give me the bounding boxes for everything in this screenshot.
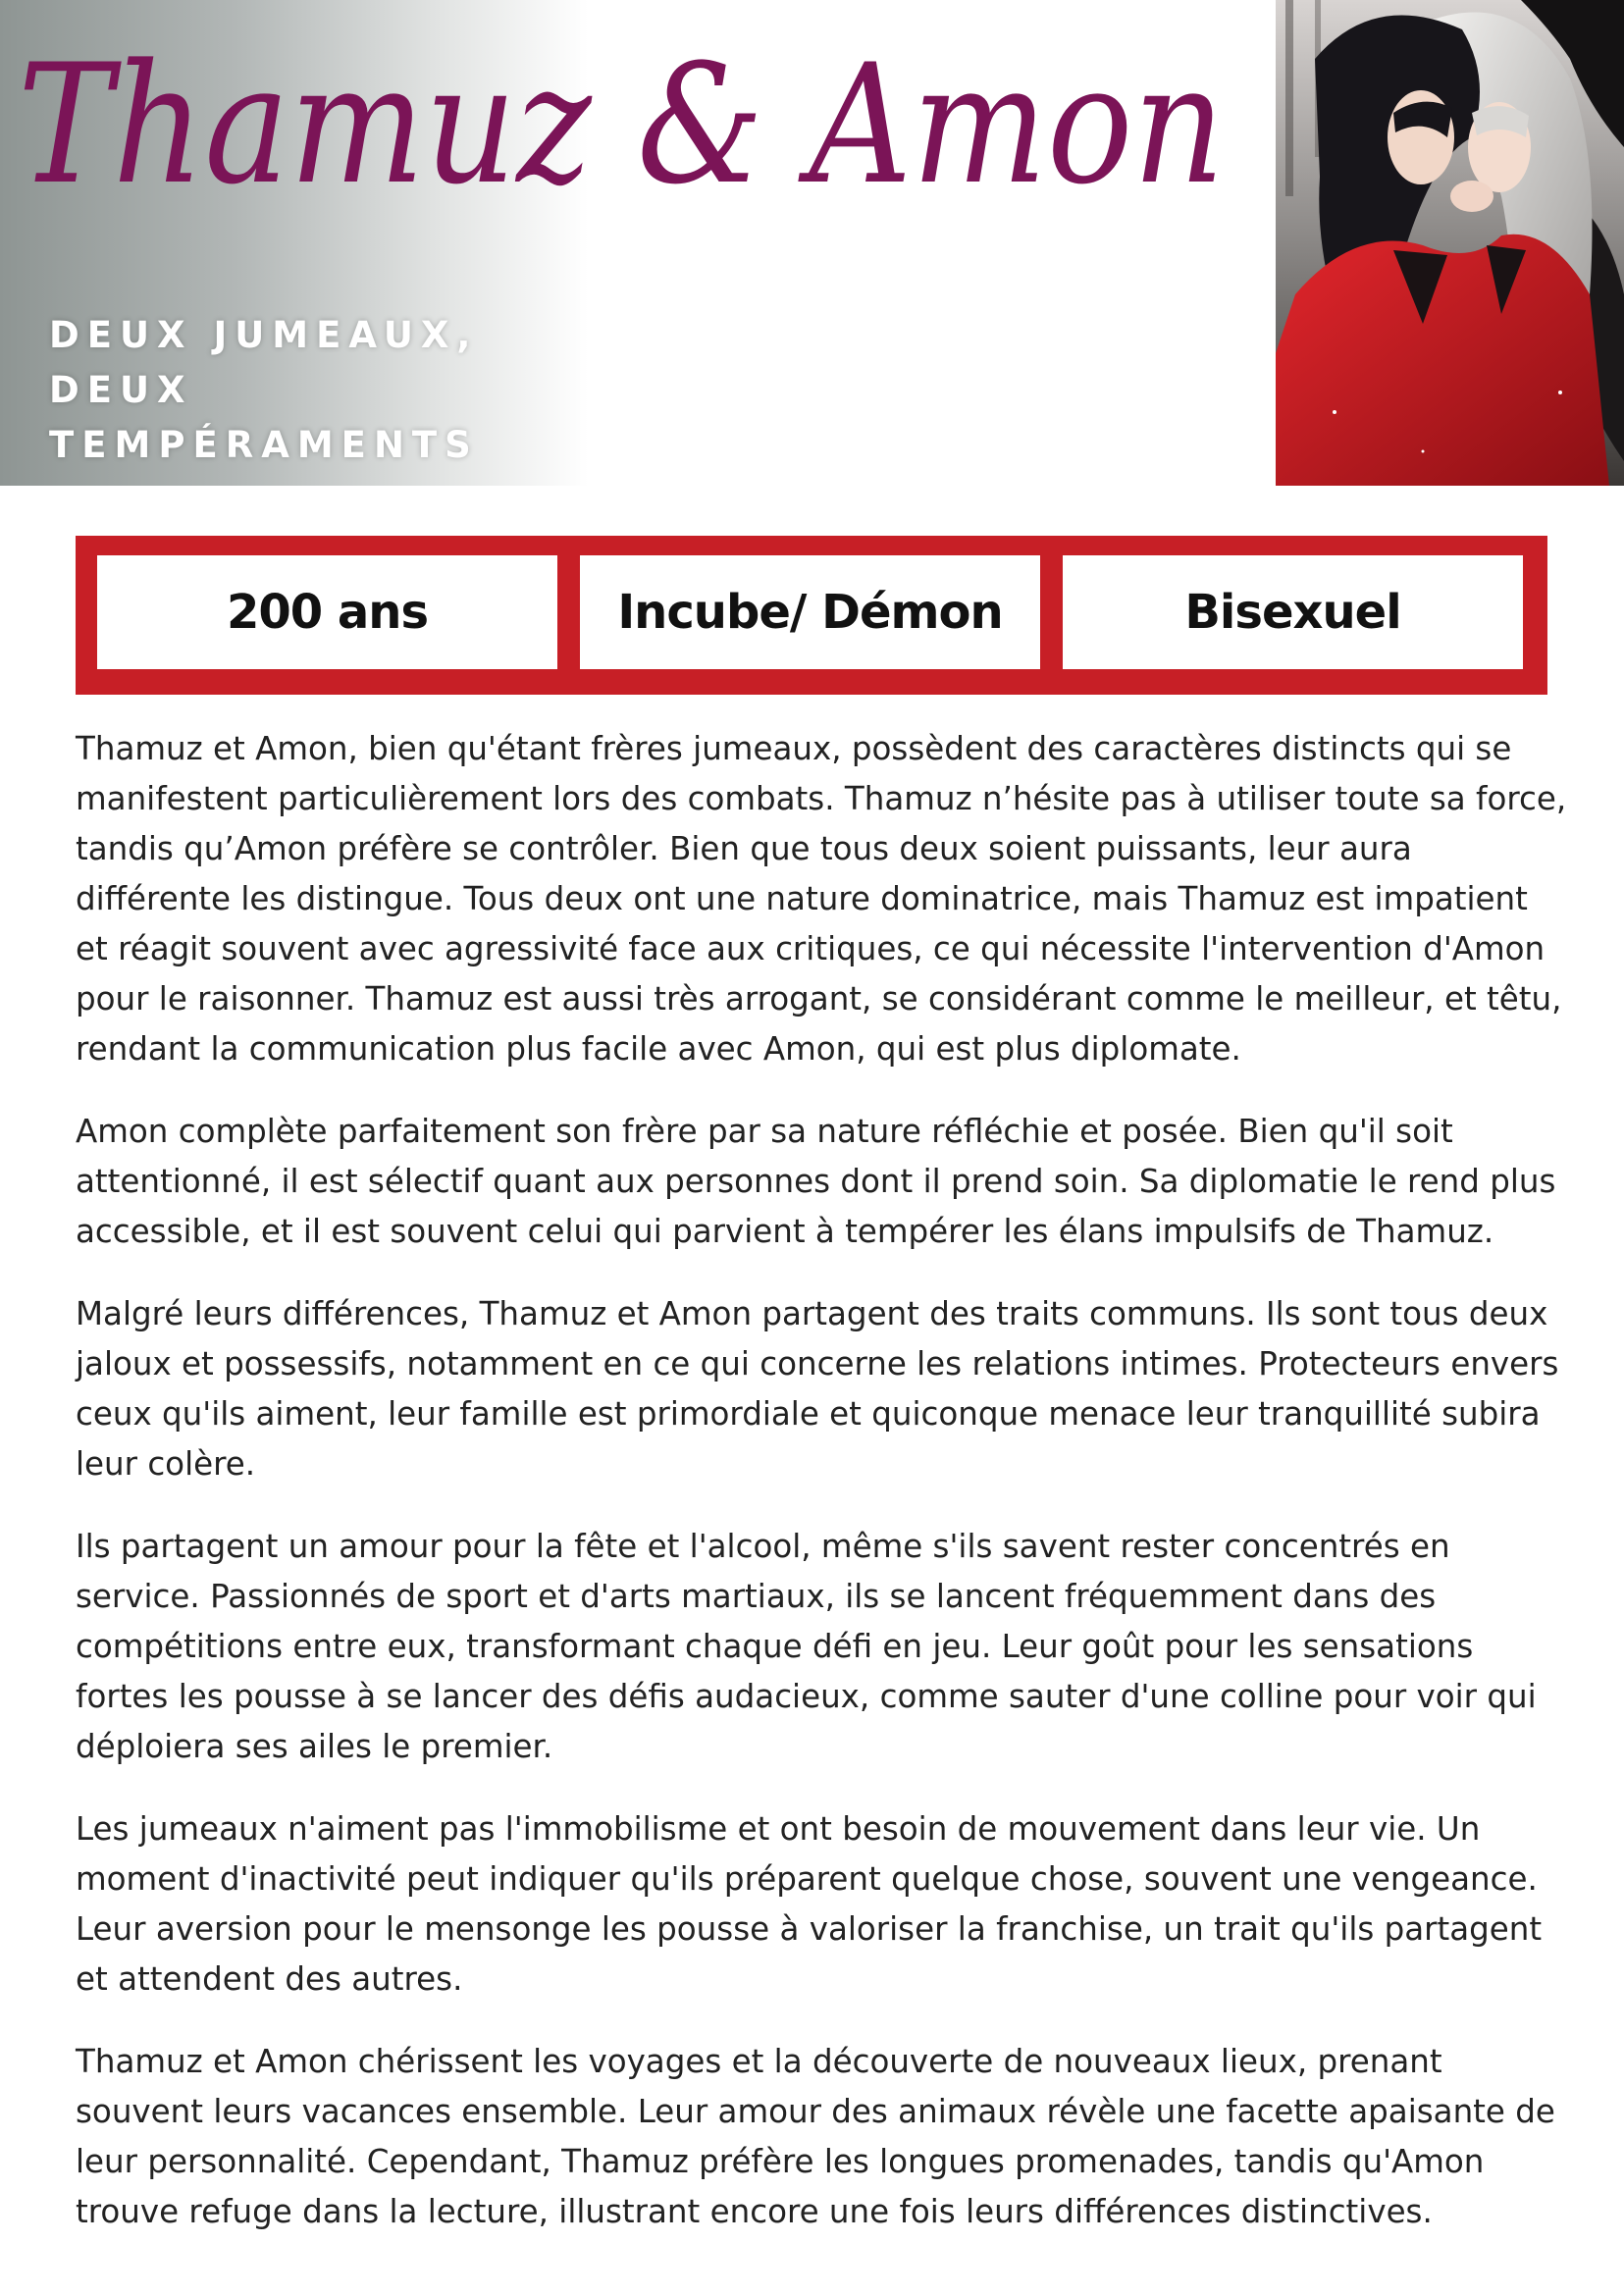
twins-portrait-icon bbox=[1276, 0, 1624, 486]
paragraph: Thamuz et Amon chérissent les voyages et la découverte de nouveaux lieux, prenant souvent leurs vacances ensemble. Leur amour des animaux révèle une facette apaisante de leur personnalité. Cependant, Thamuz préfère les longues promenades, tandis qu'Amon trouve refuge dans la lecture, illustrant encore une fois leurs différences distinctives. bbox=[76, 2043, 1555, 2230]
body-text bbox=[76, 724, 1567, 2269]
subtitle-line-1: DEUX JUMEAUX, DEUX bbox=[49, 314, 479, 411]
subtitle bbox=[49, 308, 638, 473]
info-bar bbox=[76, 536, 1547, 695]
paragraph: Malgré leurs différences, Thamuz et Amon partagent des traits communs. Ils sont tous deux jaloux et possessifs, notamment en ce qui concerne les relations intimes. Protecteurs envers ceux qu'ils aiment, leur famille est primordiale et quiconque menace leur tranquillité subira leur colère. bbox=[76, 1295, 1559, 1483]
age-cell: 200 ans bbox=[97, 555, 557, 669]
species-cell: Incube/ Démon bbox=[580, 555, 1040, 669]
header bbox=[0, 0, 1624, 486]
paragraph: Amon complète parfaitement son frère par sa nature réfléchie et posée. Bien qu'il soit attentionné, il est sélectif quant aux personnes dont il prend soin. Sa diplomatie le rend plus accessible, et il est souvent celui qui parvient à tempérer les élans impulsifs de Thamuz. bbox=[76, 1113, 1556, 1250]
orientation-cell: Bisexuel bbox=[1063, 555, 1523, 669]
page-title-text: Thamuz & Amon bbox=[18, 28, 1225, 221]
paragraph: Thamuz et Amon, bien qu'étant frères jumeaux, possèdent des caractères distincts qui se manifestent particulièrement lors des combats. Thamuz n’hésite pas à utiliser toute sa force, tandis qu’Amon préfère se contrôler. Bien que tous deux soient puissants, leur aura différente les distingue. Tous deux ont une nature dominatrice, mais Thamuz est impatient et réagit souvent avec agressivité face aux critiques, ce qui nécessite l'intervention d'Amon pour le raisonner. Thamuz est aussi très arrogant, se considérant comme le meilleur, et têtu, rendant la communication plus facile avec Amon, qui est plus diplomate. bbox=[76, 730, 1567, 1068]
paragraph: Ils partagent un amour pour la fête et l'alcool, même s'ils savent rester concentrés en service. Passionnés de sport et d'arts martiaux, ils se lancent fréquemment dans des compétitions entre eux, transformant chaque défi en jeu. Leur goût pour les sensations fortes les pousse à se lancer des défis audacieux, comme sauter d'une colline pour voir qui déploiera ses ailes le premier. bbox=[76, 1528, 1537, 1765]
page-title bbox=[18, 20, 1254, 245]
subtitle-line-2: TEMPÉRAMENTS bbox=[49, 424, 479, 466]
paragraph: Les jumeaux n'aiment pas l'immobilisme et ont besoin de mouvement dans leur vie. Un moment d'inactivité peut indiquer qu'ils préparent quelque chose, souvent une vengeance. Leur aversion pour le mensonge les pousse à valoriser la franchise, un trait qu'ils partagent et attendent des autres. bbox=[76, 1810, 1543, 1998]
